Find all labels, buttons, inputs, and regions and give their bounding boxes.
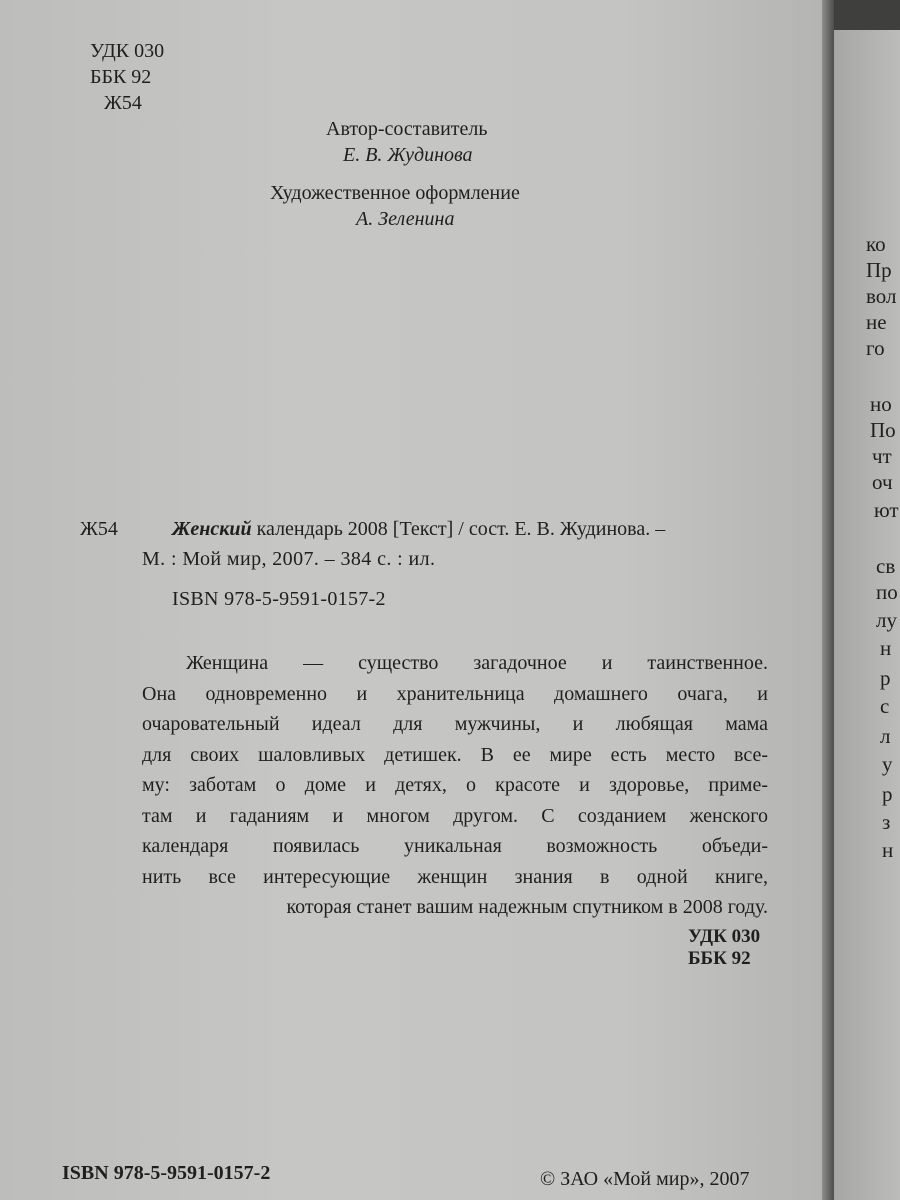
annotation-line: там и гаданиям и многом другом. С созданием женского: [142, 804, 768, 827]
page-edge: [822, 0, 834, 1200]
annotation-line: Женщина — существо загадочное и таинственное.: [186, 652, 768, 674]
catalog-imprint: М. : Мой мир, 2007. – 384 с. : ил.: [142, 548, 436, 570]
annotation-line: календаря появилась уникальная возможность объеди-: [142, 835, 768, 857]
next-page-fragment: чт: [872, 444, 892, 468]
bottom-udk-code: УДК 030: [688, 926, 761, 947]
annotation-line: му: заботам о доме и детях, о красоте и здоровье, приме-: [142, 774, 768, 796]
annotation-paragraph: [142, 648, 768, 923]
bottom-bbk-code: ББК 92: [688, 948, 751, 969]
next-page-fragment: Пр: [866, 258, 892, 282]
next-page-fragment: с: [880, 694, 890, 718]
annotation-line: очаровательный идеал для мужчины, и любящая мама: [142, 713, 768, 735]
next-page-fragment: н: [880, 636, 892, 660]
next-page-fragment: р: [880, 666, 891, 690]
next-page-fragment: го: [866, 336, 885, 360]
next-page-fragment: св: [876, 554, 896, 578]
next-page-fragment: з: [882, 810, 891, 834]
next-page-fragment: ют: [874, 498, 899, 522]
next-page-fragment: ко: [866, 232, 886, 256]
annotation-line: нить все интересующие женщин знания в одной книге,: [142, 865, 768, 888]
author-mark: Ж54: [104, 92, 142, 114]
footer-isbn: ISBN 978-5-9591-0157-2: [62, 1162, 271, 1184]
adjacent-page-shadow: [834, 0, 900, 30]
compiler-name: Е. В. Жудинова: [343, 144, 473, 166]
next-page-fragment: лу: [876, 608, 897, 632]
copyright-notice: © ЗАО «Мой мир», 2007: [540, 1168, 750, 1190]
next-page-fragment: оч: [872, 470, 893, 494]
compiler-label: Автор-составитель: [326, 118, 488, 140]
catalog-title-bold: Женский: [172, 518, 252, 540]
next-page-fragment: не: [866, 310, 887, 334]
catalog-isbn: ISBN 978-5-9591-0157-2: [172, 588, 386, 610]
bbk-code: ББК 92: [90, 66, 152, 88]
catalog-mark: Ж54: [80, 518, 118, 540]
next-page-fragment: По: [870, 418, 896, 442]
udk-code: УДК 030: [90, 40, 165, 62]
next-page-fragment: у: [882, 752, 893, 776]
next-page-fragment: вол: [866, 284, 897, 308]
catalog-title-rest: календарь 2008 [Текст] / сост. Е. В. Жудинова. –: [256, 518, 666, 540]
design-name: А. Зеленина: [356, 208, 455, 230]
next-page-fragment: по: [876, 580, 898, 604]
catalog-title: [172, 518, 665, 541]
annotation-line: для своих шаловливых детишек. В ее мире есть место все-: [142, 743, 768, 766]
next-page-fragment: но: [870, 392, 892, 416]
design-label: Художественное оформление: [270, 182, 520, 204]
annotation-line: которая станет вашим надежным спутником в 2008 году.: [286, 896, 768, 918]
next-page-fragment: л: [880, 724, 891, 748]
next-page-fragment: р: [882, 782, 893, 806]
next-page-fragment: н: [882, 838, 894, 862]
annotation-line: Она одновременно и хранительница домашнего очага, и: [142, 682, 768, 705]
